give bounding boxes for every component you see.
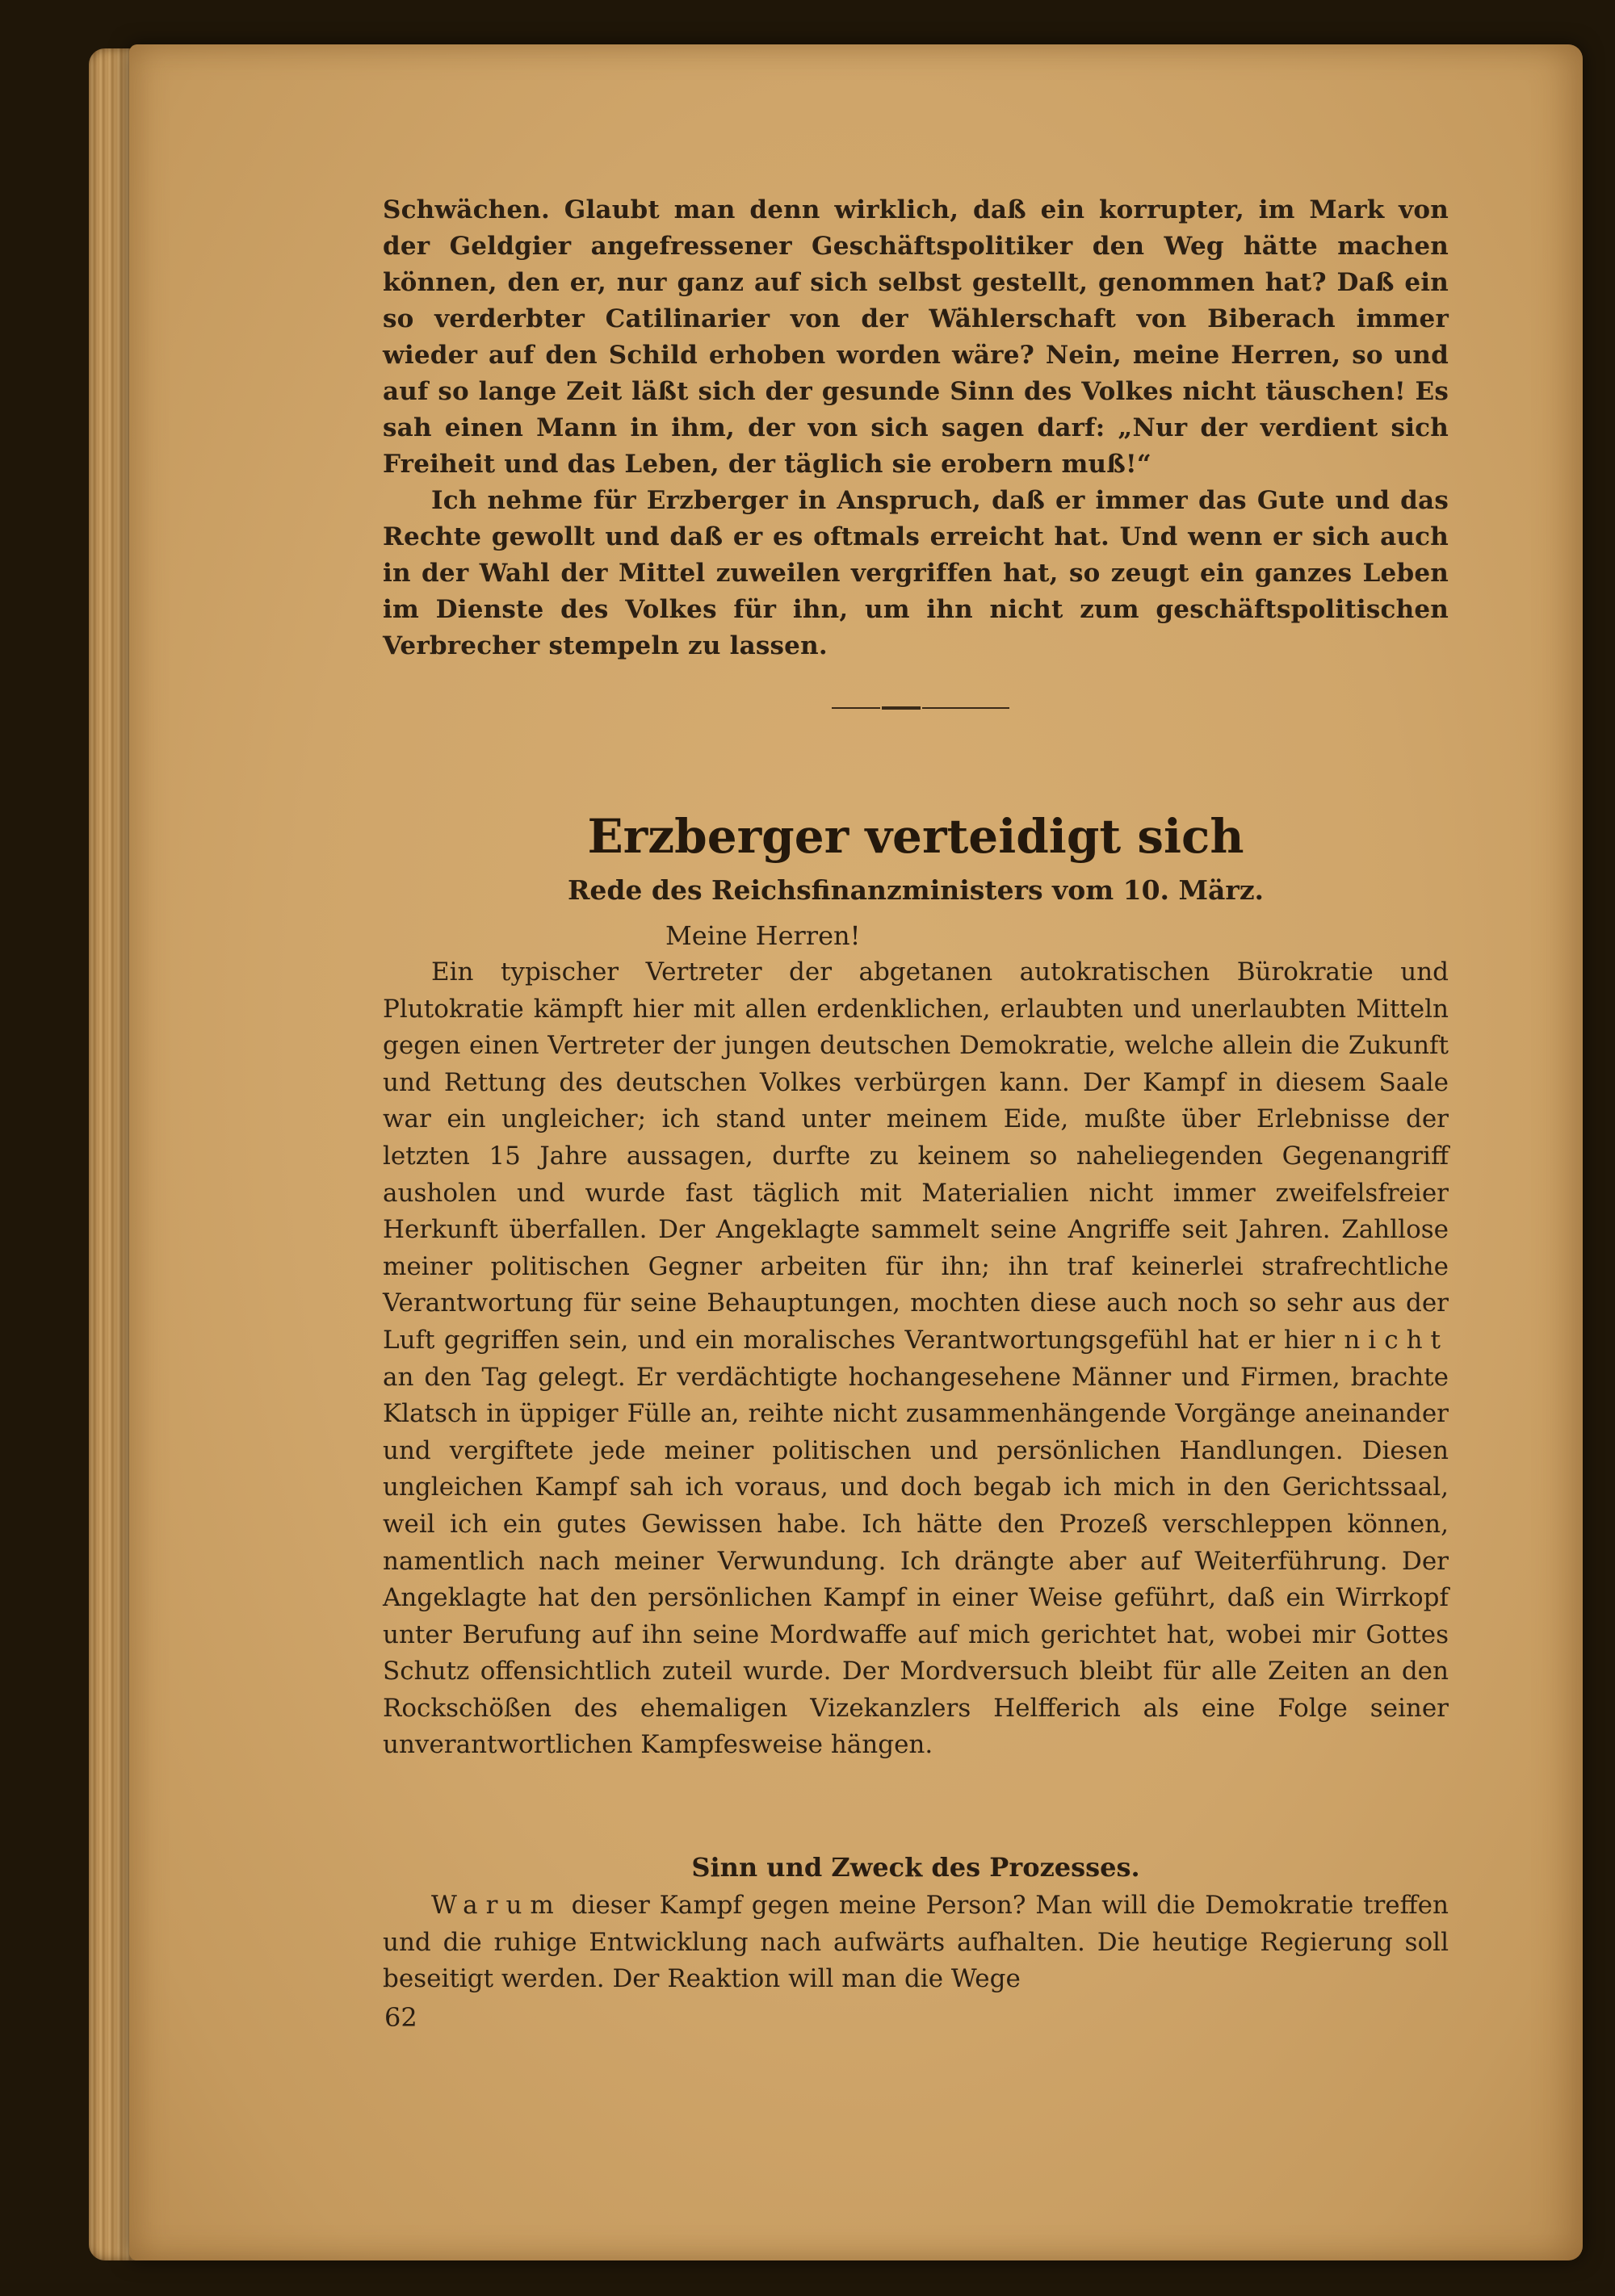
body-paragraph-start: Ein typischer Vertreter der abgetanen autokratischen Bürokratie und Plutokratie kämpft hier mit allen erdenklichen, erlaubten und unerlaubten Mitteln gegen einen Vertreter der jungen deutschen Demokratie, welche allein die Zukunft und Rettung des deutschen Volkes verbürgen kann. Der Kampf in diesem Saale war ein ungleicher; ich stand unter meinem Eide, mußte über Erlebnisse der letzten 15 Jahre aussagen, durfte zu keinem so naheliegenden Gegenangriff ausholen und wurde fast täglich mit Materialien nicht immer zweifelsfreier Herkunft überfallen. Der Angeklagte sammelt seine Angriffe seit Jahren. Zahllose meiner politischen Gegner arbeiten für ihn; ihn traf keinerlei strafrechtliche Verantwortung für seine Behauptungen, mochten diese auch noch so sehr aus der Luft gegriffen sein, und ein moralisches Verantwortungsgefühl hat er hier [383,957,1449,1355]
salutation: Meine Herren! [665,920,861,951]
final-paragraph-rest: dieser Kampf gegen meine Person? Man will die Demokratie treffen und die ruhige Entwicklung nach aufwärts aufhalten. Die heutige Regierung soll beseitigt werden. Der Reaktion will man die Wege [383,1891,1449,1994]
page-number: 62 [384,2002,417,2033]
subheading: Sinn und Zweck des Prozesses. [691,1852,1140,1883]
bold-paragraph-2: Ich nehme für Erzberger in Anspruch, daß er immer das Gute und das Rechte gewollt und daß er es oftmals erreicht hat. Und wenn er sich auch in der Wahl der Mittel zuweilen vergriffen hat, so zeugt ein ganzes Leben im Dienste des Volkes für ihn, um ihn nicht zum geschäftspolitischen Verbrecher stempeln zu lassen. [383,486,1449,660]
body-paragraph-end: an den Tag gelegt. Er verdächtigte hochangesehene Männer und Firmen, brachte Klatsch in üppiger Fülle an, reihte nicht zusammenhängende Vorgänge aneinander und vergiftete jede meiner politischen und persönlichen Handlungen. Diesen ungleichen Kampf sah ich voraus, und doch begab ich mich in den Gerichtssaal, weil ich ein gutes Gewissen habe. Ich hätte den Prozeß verschleppen können, namentlich nach meiner Verwundung. Ich drängte aber auf Weiterführung. Der Angeklagte hat den persönlichen Kampf in einer Weise geführt, daß ein Wirrkopf unter Berufung auf ihn seine Mordwaffe auf mich gerichtet hat, wobei mir Gottes Schutz offensichtlich zuteil wurde. Der Mordversuch bleibt für alle Zeiten an den Rockschößen des ehemaligen Vizekanzlers Helfferich als eine Folge seiner unverantwortlichen Kampfesweise hängen. [383,1362,1449,1760]
section-title: Erzberger verteidigt sich [587,809,1244,864]
spaced-word-warum: Warum [431,1891,562,1920]
speech-subtitle: Rede des Reichsfinanzministers vom 10. März. [567,874,1265,906]
closing-bold-paragraph [383,192,1449,664]
final-paragraph-text [383,1887,1449,1998]
body-paragraph-text [383,954,1449,1764]
speech-body-paragraph [383,954,1449,1764]
bold-paragraph-1: Schwächen. Glaubt man denn wirklich, daß ein korrupter, im Mark von der Geldgier angefressener Geschäftspolitiker den Weg hätte machen können, den er, nur ganz auf sich selbst gestellt, genommen hat? Daß ein so verderbter Catilinarier von der Wählerschaft von Biberach immer wieder auf den Schild erhoben worden wäre? Nein, meine Herren, so und auf so lange Zeit läßt sich der gesunde Sinn des Volkes nicht täuschen! Es sah einen Mann in ihm, der von sich sagen darf: „Nur der verdient sich Freiheit und das Leben, der täglich sie erobern muß!“ [383,195,1449,479]
divider-ornament [832,704,1009,712]
final-paragraph [383,1887,1449,1998]
spaced-word-nicht: nicht [1344,1325,1449,1355]
